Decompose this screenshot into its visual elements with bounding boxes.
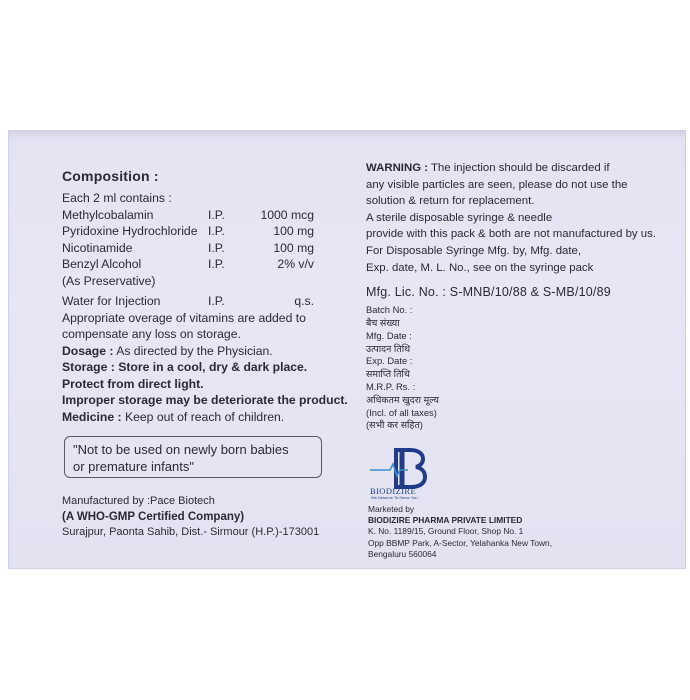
- ingredient-quantity: 100 mg: [273, 240, 314, 255]
- medicine-text: Keep out of reach of children.: [121, 409, 285, 424]
- notice-line: "Not to be used on newly born babies: [73, 442, 289, 457]
- right-column: [366, 160, 666, 432]
- marketed-label: Marketed by: [368, 504, 415, 514]
- manufacturer-certification: (A WHO-GMP Certified Company): [62, 510, 245, 523]
- ingredient-row: [62, 256, 352, 273]
- ingredient-quantity: 1000 mcg: [260, 207, 314, 222]
- medicine-label: Medicine :: [62, 409, 122, 424]
- batch-details: [366, 304, 666, 432]
- manufacturer-info: [62, 494, 362, 541]
- brand-tagline: We Deserve To Serve You: [371, 495, 418, 500]
- composition-section: [62, 168, 352, 425]
- ingredient-row: [62, 223, 352, 240]
- marketer-address: Opp BBMP Park, A-Sector, Yelahanka New Town,: [368, 537, 553, 548]
- tax-note-hindi: (सभी कर सहित): [366, 419, 423, 431]
- warning-line: A sterile disposable syringe & needle: [366, 211, 553, 224]
- marketer-address: Bengaluru 560064: [368, 548, 437, 559]
- storage-line: Protect from direct light.: [62, 376, 204, 391]
- ingredient-standard: I.P.: [208, 224, 225, 238]
- batch-label: Batch No. :: [366, 304, 413, 316]
- tax-note: (Incl. of all taxes): [366, 406, 437, 418]
- warning-section: [366, 160, 666, 276]
- ingredient-name: Pyridoxine Hydrochloride: [62, 224, 198, 238]
- manufacturer-line: Manufactured by :Pace Biotech: [62, 495, 215, 507]
- ingredient-standard: I.P.: [208, 257, 225, 271]
- ingredient-row: [62, 207, 352, 224]
- batch-label-hindi: बैच संख्या: [366, 316, 400, 328]
- ingredient-standard: I.P.: [208, 207, 225, 222]
- notice-line: or premature infants": [73, 459, 194, 474]
- ingredient-name: Water for Injection: [62, 294, 161, 308]
- marketer-info: [368, 504, 668, 560]
- ingredient-name: Methylcobalamin: [62, 207, 154, 222]
- overage-line: compensate any loss on storage.: [62, 327, 241, 341]
- composition-heading: Composition :: [62, 168, 159, 184]
- ingredient-name: Nicotinamide: [62, 240, 133, 255]
- ingredient-quantity: q.s.: [294, 294, 314, 308]
- ingredient-standard: I.P.: [208, 294, 225, 308]
- ingredient-standard: I.P.: [208, 240, 225, 255]
- warning-line: provide with this pack & both are not manufactured by us.: [366, 228, 656, 241]
- exp-date-label: Exp. Date :: [366, 355, 413, 367]
- storage-line: Storage : Store in a cool, dry & dark place.: [62, 360, 308, 374]
- manufacturer-address: Surajpur, Paonta Sahib, Dist.- Sirmour (H.P.)-173001: [62, 526, 320, 538]
- ingredient-name: Benzyl Alcohol: [62, 257, 142, 271]
- brand-name: BIODIZIRE: [370, 486, 417, 496]
- logo-mark-icon: [368, 446, 458, 500]
- ingredient-quantity: 2% v/v: [277, 257, 314, 271]
- mrp-label: M.R.P. Rs. :: [366, 380, 416, 392]
- medicine-line: [62, 409, 352, 426]
- exp-date-label-hindi: समाप्ति तिथि: [366, 368, 410, 380]
- mfg-date-label: Mfg. Date :: [366, 329, 412, 341]
- marketer-company: BIODIZIRE PHARMA PRIVATE LIMITED: [368, 515, 523, 526]
- preservative-note: (As Preservative): [62, 273, 156, 288]
- warning-text: The injection should be discarded if: [428, 162, 610, 174]
- biodizire-logo: [368, 446, 458, 500]
- license-number: Mfg. Lic. No. : S-MNB/10/88 & S-MB/10/89: [366, 285, 611, 300]
- mrp-label-hindi: अधिकतम खुदरा मूल्य: [366, 393, 439, 405]
- dosage-text: As directed by the Physician.: [113, 343, 273, 358]
- ingredient-quantity: 100 mg: [273, 224, 314, 238]
- warning-line: Exp. date, M. L. No., see on the syringe pack: [366, 261, 594, 274]
- newborn-warning-box: [64, 436, 322, 478]
- mfg-date-label-hindi: उत्पादन तिथि: [366, 342, 411, 354]
- ingredient-row: [62, 293, 352, 310]
- dosage-line: [62, 343, 352, 360]
- warning-line: solution & return for replacement.: [366, 195, 535, 208]
- overage-line: Appropriate overage of vitamins are added to: [62, 310, 306, 325]
- marketer-address: K. No. 1189/15, Ground Floor, Shop No. 1: [368, 526, 524, 537]
- warning-line: [366, 160, 666, 177]
- storage-line: Improper storage may be deteriorate the product.: [62, 393, 348, 407]
- warning-label: WARNING :: [366, 162, 429, 174]
- ingredient-row: [62, 240, 352, 257]
- warning-line: any visible particles are seen, please do not use the: [366, 178, 628, 191]
- warning-line: For Disposable Syringe Mfg. by, Mfg. date,: [366, 244, 582, 257]
- composition-intro: Each 2 ml contains :: [62, 191, 172, 205]
- dosage-label: Dosage :: [62, 343, 114, 358]
